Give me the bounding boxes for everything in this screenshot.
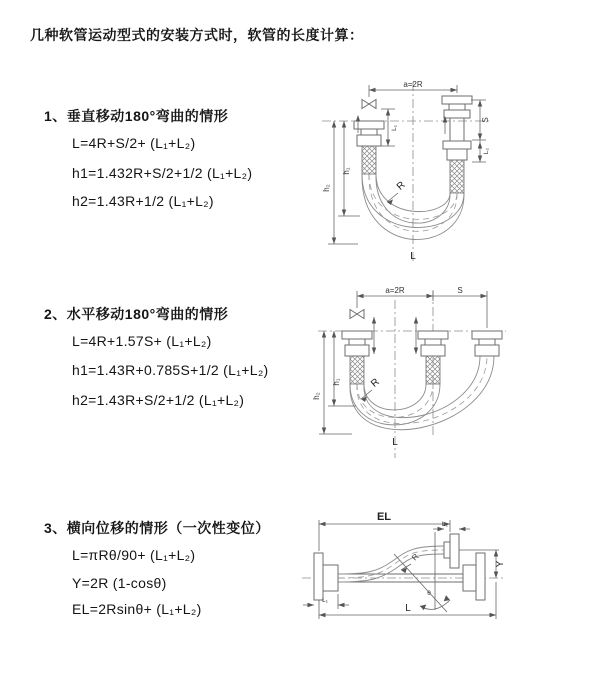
upper-flange-fitting: [444, 534, 459, 568]
centerlines: [318, 290, 506, 458]
section-3-heading: 3、横向位移的情形（一次性变位）: [44, 520, 270, 536]
dimension-l1: [303, 594, 349, 609]
section-3-formula-EL: EL=2Rsinθ+ (L₁+L₂): [72, 601, 202, 617]
section-2-heading: 2、水平移动180°弯曲的情形: [44, 306, 229, 322]
section-3-formula-Y: Y=2R (1-cosθ): [72, 575, 167, 591]
l2-label: L₂: [483, 147, 490, 155]
valve-icon: [350, 310, 364, 319]
el-label: EL: [376, 511, 392, 523]
l2-label: L₂: [441, 521, 449, 528]
left-flange-fitting: [342, 331, 372, 384]
h1-label: h₁: [332, 378, 341, 386]
diagram-lateral-displacement: [298, 498, 598, 648]
section-1-formula-L: L=4R+S/2+ (L₁+L₂): [72, 135, 196, 151]
s-curve-hose: [338, 546, 444, 582]
middle-flange-fitting: [418, 331, 448, 384]
l-label: L: [392, 437, 398, 448]
dimension-s: [471, 100, 490, 140]
s-label: S: [457, 286, 463, 295]
section-1-formula-h2: h2=1.43R+1/2 (L₁+L₂): [72, 193, 214, 209]
section-3-formula-L: L=πRθ/90+ (L₁+L₂): [72, 547, 196, 563]
h2-label: h₂: [322, 184, 331, 192]
section-1-formula-h1: h1=1.432R+S/2+1/2 (L₁+L₂): [72, 165, 253, 181]
l-label: L: [410, 251, 416, 262]
a2r-label: a=2R: [385, 286, 405, 295]
section-2-formula-L: L=4R+1.57S+ (L₁+L₂): [72, 333, 212, 349]
dimension-a2r-s: [357, 286, 487, 328]
y-label: Y: [495, 560, 506, 568]
hose-u-curves: [350, 356, 494, 430]
radius-callout: [387, 180, 408, 205]
valve-icon: [362, 100, 376, 109]
braided-hose-hatch: [426, 356, 440, 384]
r-label: R: [394, 179, 408, 193]
page-title: 几种软管运动型式的安装方式时，软管的长度计算：: [30, 27, 364, 43]
braided-hose-hatch: [362, 146, 376, 174]
dimension-h2: [322, 121, 358, 244]
left-flange-fitting: [354, 121, 384, 174]
l-label: L: [405, 603, 411, 614]
l1-label: L₁: [391, 125, 398, 131]
diagram-vertical-180-bend: [312, 76, 527, 266]
r-label: R: [410, 552, 421, 563]
dimension-el: [319, 511, 450, 551]
s-label: S: [481, 117, 490, 123]
right-flange-fitting: [472, 331, 502, 356]
angle-construction: [394, 532, 450, 612]
diagram-horizontal-180-bend: [310, 284, 525, 464]
right-flange-fitting: [442, 96, 472, 193]
a2r-label: a=2R: [403, 80, 423, 89]
braided-hose-hatch: [350, 356, 364, 384]
r-label: R: [369, 376, 382, 390]
dimension-l2: [433, 521, 470, 531]
left-flange-fitting: [314, 553, 338, 600]
section-2-formula-h2: h2=1.43R+S/2+1/2 (L₁+L₂): [72, 392, 245, 408]
section-1-heading: 1、垂直移动180°弯曲的情形: [44, 108, 229, 124]
braided-hose-hatch: [450, 160, 464, 193]
l1-label: L₁: [322, 597, 328, 604]
h1-label: h₁: [342, 167, 351, 175]
right-flange-fitting: [463, 553, 485, 600]
theta-label: θ: [427, 590, 431, 597]
h2-label: h₂: [312, 392, 321, 400]
section-2-formula-h1: h1=1.43R+0.785S+1/2 (L₁+L₂): [72, 362, 269, 378]
dimension-l2: [472, 140, 490, 162]
